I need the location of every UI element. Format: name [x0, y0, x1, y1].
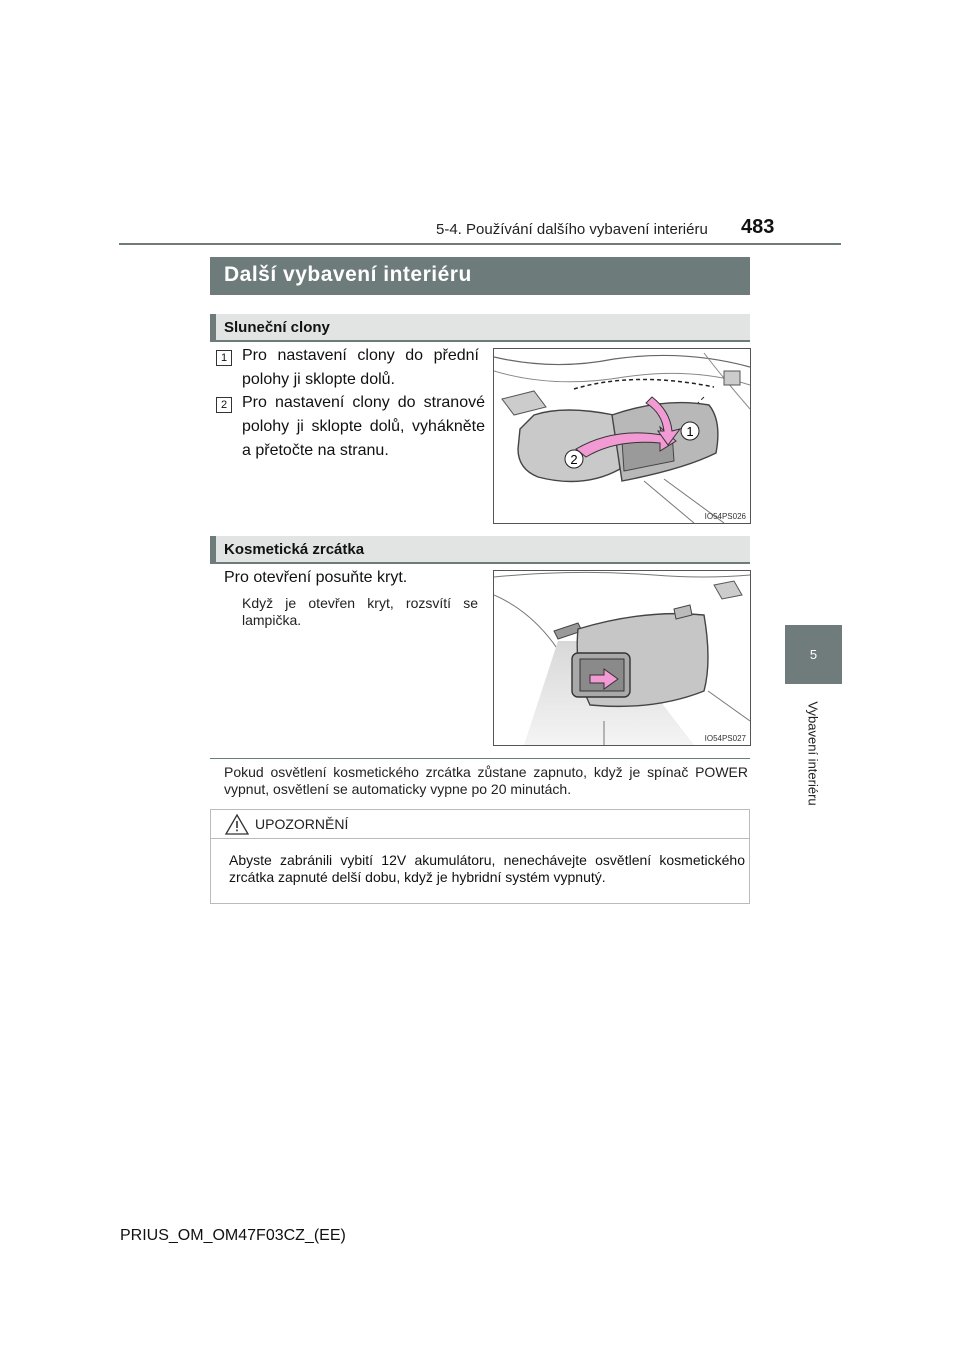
- vanity-mirror-illustration: [493, 570, 751, 746]
- figure-code: IO54PS026: [704, 512, 746, 521]
- section-heading-sun-visors: [210, 314, 750, 342]
- caution-text: Abyste zabránili vybití 12V akumulátoru, nenechávejte osvětlení kosmetického zrcátka zapnuté delší dobu, když je hybridní systém vypnutý.: [229, 852, 745, 885]
- step-number: 1: [216, 350, 232, 366]
- note-text: Když je otevřen kryt, rozsvítí se lampička.: [242, 595, 478, 628]
- header-rule: [119, 243, 841, 245]
- caution-box: [210, 809, 750, 904]
- caution-title: UPOZORNĚNÍ: [255, 816, 349, 832]
- document-footer: PRIUS_OM_OM47F03CZ_(EE): [120, 1227, 346, 1244]
- callout-1: 1: [686, 424, 694, 439]
- sun-visor-drawing: [494, 349, 750, 523]
- chapter-number: 5: [809, 647, 818, 662]
- instruction-text: Pro otevření posuňte kryt.: [224, 569, 408, 586]
- step-number: 2: [216, 397, 232, 413]
- section-heading-vanity-mirrors: [210, 536, 750, 564]
- chapter-tab: [785, 625, 842, 684]
- step-text: Pro nastavení clony do stranové polohy ji sklopte dolů, vyhákněte a přetočte na stranu.: [242, 394, 485, 459]
- heading-text: Sluneční clony: [224, 319, 330, 336]
- sun-visor-illustration: [493, 348, 751, 524]
- heading-accent: [210, 536, 216, 562]
- vanity-mirror-drawing: [494, 571, 750, 745]
- warning-triangle-icon: [225, 814, 249, 835]
- page-number: 483: [741, 216, 775, 238]
- heading-text: Kosmetická zrcátka: [224, 541, 365, 558]
- info-rule: [210, 758, 750, 759]
- caution-header: [211, 810, 749, 839]
- chapter-label: Vybavení interiéru: [805, 701, 821, 806]
- step-text: Pro nastavení clony do přední polohy ji sklopte dolů.: [242, 347, 479, 388]
- heading-accent: [210, 314, 216, 340]
- page-title: Další vybavení interiéru: [210, 257, 750, 295]
- section-header: 5-4. Používání dalšího vybavení interiéru: [436, 221, 708, 238]
- info-note: Pokud osvětlení kosmetického zrcátka zůstane zapnuto, když je spínač POWER vypnut, osvětlení se automaticky vypne po 20 minutách.: [224, 764, 748, 797]
- callout-2: 2: [570, 452, 578, 467]
- figure-code: IO54PS027: [704, 734, 746, 743]
